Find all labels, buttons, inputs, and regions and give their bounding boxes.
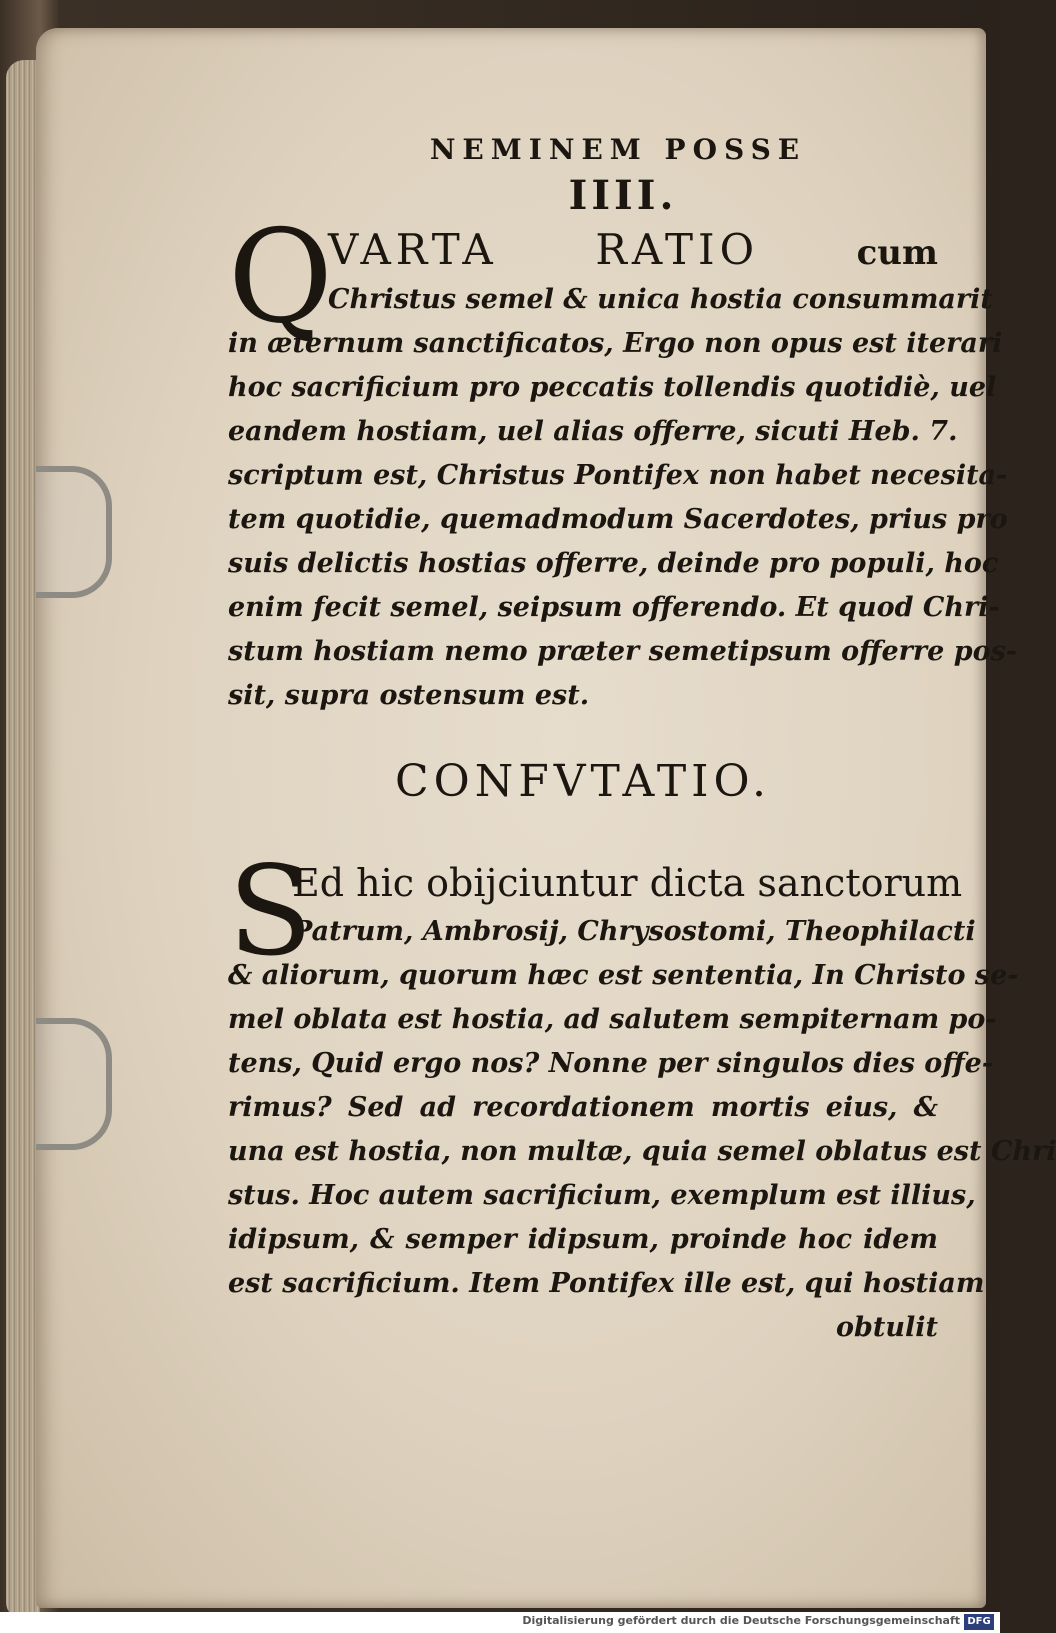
catchword: obtulit xyxy=(836,1312,938,1343)
text-line: suis delictis hostias offerre, deinde pro populi, hoc xyxy=(228,548,999,579)
text-line: tens, Quid ergo nos? Nonne per singulos dies offe- xyxy=(228,1048,994,1079)
text-line: tem quotidie, quemadmodum Sacerdotes, prius pro xyxy=(228,504,1008,535)
paragraph-quarta-ratio xyxy=(228,203,1017,718)
text-line: est sacrificium. Item Pontifex ille est, qui hostiam xyxy=(228,1268,985,1299)
text-line: idipsum, & semper idipsum, proinde hoc idem xyxy=(228,1224,938,1255)
lead-line: Ed hic obijciuntur dicta sanctorum xyxy=(292,861,963,905)
lead-tail: cum xyxy=(856,233,938,273)
text-line: rimus? Sed ad recordationem mortis eius, & xyxy=(228,1092,938,1123)
text-line: scriptum est, Christus Pontifex non habet necesita- xyxy=(228,460,1008,491)
running-head: NEMINEM POSSE xyxy=(429,133,807,166)
section-number: IIII. xyxy=(568,172,678,219)
digitization-footer xyxy=(0,1612,1000,1633)
heading-confutatio: CONFVTATIO. xyxy=(394,756,772,807)
page-text xyxy=(228,130,1056,1350)
text-line: una est hostia, non multæ, quia semel oblatus est Chri xyxy=(228,1136,1056,1167)
page-clip-top xyxy=(36,466,112,598)
text-line: stum hostiam nemo præter semetipsum offerre pos- xyxy=(228,636,1017,667)
lead-caps: VARTA RATIO xyxy=(328,225,760,274)
page-clip-bottom xyxy=(36,1018,112,1150)
text-line: eandem hostiam, uel alias offerre, sicuti Heb. 7. xyxy=(228,416,958,447)
footer-credit: Digitalisierung gefördert durch die Deutsche Forschungsgemeinschaft xyxy=(522,1614,960,1627)
drop-cap: Q xyxy=(228,203,333,352)
lead-line xyxy=(228,222,938,278)
text-line: enim fecit semel, seipsum offerendo. Et quod Chri- xyxy=(228,592,1000,623)
text-line: in æternum sanctificatos, Ergo non opus est iterari xyxy=(228,328,1003,359)
text-line: Christus semel & unica hostia consummarit xyxy=(328,284,993,315)
text-line: Patrum, Ambrosij, Chrysostomi, Theophilacti xyxy=(292,916,976,947)
text-line: hoc sacrificium pro peccatis tollendis quotidiè, uel xyxy=(228,372,997,403)
text-line: mel oblata est hostia, ad salutem sempiternam po- xyxy=(228,1004,997,1035)
drop-cap: S xyxy=(228,840,313,984)
text-line: stus. Hoc autem sacrificium, exemplum est illius, xyxy=(228,1180,976,1211)
text-line: sit, supra ostensum est. xyxy=(228,680,590,711)
paragraph-confutatio xyxy=(228,840,1056,1306)
text-line: & aliorum, quorum hæc est sententia, In Christo se- xyxy=(228,960,1019,991)
page-edges xyxy=(6,60,40,1620)
dfg-logo: DFG xyxy=(964,1614,994,1630)
